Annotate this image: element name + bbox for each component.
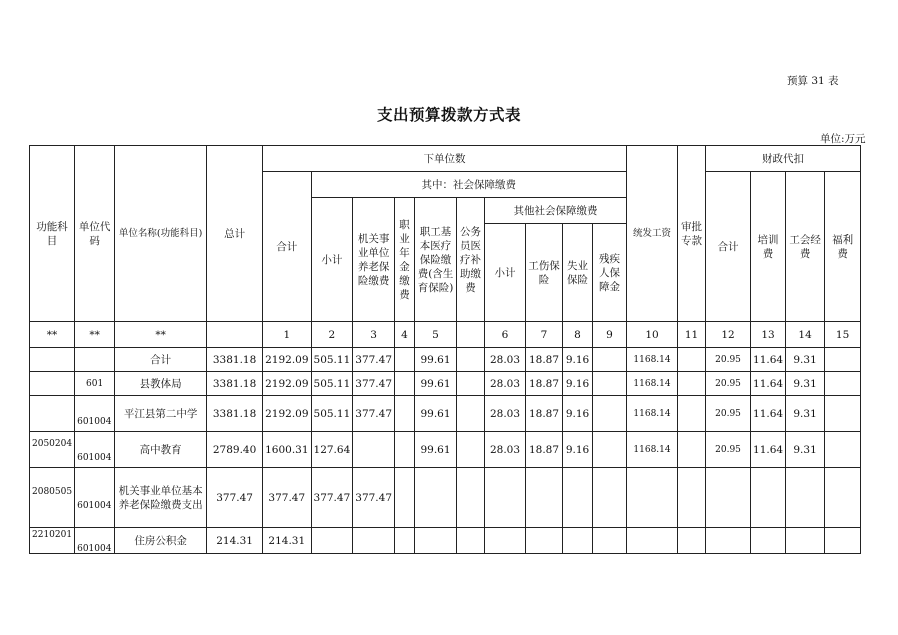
value-cell-c2: 505.11 (311, 396, 353, 432)
index-cell: 12 (706, 322, 751, 348)
value-cell-c7 (526, 468, 563, 528)
header-unemployment: 失业保险 (563, 224, 593, 322)
value-cell-c5: 99.61 (415, 372, 457, 396)
value-cell-c1: 377.47 (263, 468, 311, 528)
value-cell-c9 (593, 528, 627, 554)
value-cell-c9 (593, 468, 627, 528)
value-cell-c12: 20.95 (706, 432, 751, 468)
index-cell: 4 (395, 322, 415, 348)
value-cell-c4 (395, 528, 415, 554)
unit-name-cell: 机关事业单位基本养老保险缴费支出 (115, 468, 207, 528)
value-cell-c15 (825, 372, 861, 396)
table-row (30, 348, 861, 372)
func-code-cell (30, 372, 75, 396)
value-cell-c11 (678, 432, 706, 468)
index-cell (207, 322, 263, 348)
index-cell: 15 (825, 322, 861, 348)
value-cell-c2: 505.11 (311, 372, 353, 396)
header-welfare: 福利费 (825, 172, 861, 322)
table-row (30, 432, 861, 468)
header-social-xiaoji: 小计 (311, 198, 353, 322)
value-cell-c4 (395, 348, 415, 372)
unit-code-cell: 601004 (75, 432, 115, 468)
value-cell-c14 (786, 528, 825, 554)
value-cell-c14: 9.31 (786, 396, 825, 432)
unit-code-cell (75, 348, 115, 372)
unit-name-cell: 县教体局 (115, 372, 207, 396)
value-cell-cx (457, 468, 485, 528)
value-cell-c10: 1168.14 (627, 372, 678, 396)
value-cell-total: 3381.18 (207, 348, 263, 372)
value-cell-c14: 9.31 (786, 432, 825, 468)
value-cell-c10: 1168.14 (627, 396, 678, 432)
value-cell-c1: 214.31 (263, 528, 311, 554)
header-lower-units: 下单位数 (263, 146, 627, 172)
table-row (30, 468, 861, 528)
value-cell-c6 (485, 528, 526, 554)
value-cell-c10 (627, 468, 678, 528)
value-cell-c8: 9.16 (563, 372, 593, 396)
index-row (30, 322, 861, 348)
index-cell: ** (30, 322, 75, 348)
header-union: 工会经费 (786, 172, 825, 322)
value-cell-c4 (395, 396, 415, 432)
value-cell-cx (457, 528, 485, 554)
value-cell-c2: 127.64 (311, 432, 353, 468)
value-cell-c5: 99.61 (415, 432, 457, 468)
page-title: 支出预算拨款方式表 (376, 105, 521, 124)
value-cell-c4 (395, 468, 415, 528)
value-cell-c5 (415, 468, 457, 528)
index-cell: 10 (627, 322, 678, 348)
value-cell-cx (457, 432, 485, 468)
value-cell-c15 (825, 468, 861, 528)
index-cell: 11 (678, 322, 706, 348)
value-cell-c11 (678, 372, 706, 396)
func-code-cell: 2080505 (30, 468, 75, 528)
func-code-cell: 2050204 (30, 432, 75, 468)
index-cell: ** (75, 322, 115, 348)
value-cell-total: 3381.18 (207, 372, 263, 396)
unit-name-cell: 合计 (115, 348, 207, 372)
unit-code-cell: 601004 (75, 468, 115, 528)
value-cell-c1: 2192.09 (263, 396, 311, 432)
value-cell-total: 377.47 (207, 468, 263, 528)
func-code-cell (30, 348, 75, 372)
table-row (30, 372, 861, 396)
header-injury: 工伤保险 (526, 224, 563, 322)
value-cell-c3 (353, 528, 395, 554)
unit-code-cell: 601004 (75, 396, 115, 432)
table-row (30, 396, 861, 432)
header-annuity: 职业年金缴费 (395, 198, 415, 322)
value-cell-total: 2789.40 (207, 432, 263, 468)
value-cell-cx (457, 348, 485, 372)
value-cell-c12: 20.95 (706, 348, 751, 372)
value-cell-c15 (825, 432, 861, 468)
value-cell-c12 (706, 528, 751, 554)
value-cell-c12: 20.95 (706, 396, 751, 432)
header-func: 功能科目 (30, 146, 75, 322)
unit-label: 单位:万元 (820, 133, 866, 145)
value-cell-c5: 99.61 (415, 348, 457, 372)
value-cell-total: 3381.18 (207, 396, 263, 432)
value-cell-c13: 11.64 (751, 372, 786, 396)
value-cell-c8: 9.16 (563, 348, 593, 372)
value-cell-c7: 18.87 (526, 432, 563, 468)
func-code-cell (30, 396, 75, 432)
index-cell: 14 (786, 322, 825, 348)
value-cell-c1: 2192.09 (263, 372, 311, 396)
value-cell-c10: 1168.14 (627, 348, 678, 372)
value-cell-c12 (706, 468, 751, 528)
value-cell-c9 (593, 432, 627, 468)
value-cell-c1: 2192.09 (263, 348, 311, 372)
table-row (30, 528, 861, 554)
unit-name-cell: 高中教育 (115, 432, 207, 468)
header-other-xiaoji: 小计 (485, 224, 526, 322)
value-cell-c3: 377.47 (353, 396, 395, 432)
index-cell: 3 (353, 322, 395, 348)
index-cell: 2 (311, 322, 353, 348)
value-cell-c2: 377.47 (311, 468, 353, 528)
value-cell-c13: 11.64 (751, 396, 786, 432)
value-cell-c6: 28.03 (485, 396, 526, 432)
value-cell-c14: 9.31 (786, 348, 825, 372)
index-cell: 6 (485, 322, 526, 348)
index-cell: 9 (593, 322, 627, 348)
value-cell-c14 (786, 468, 825, 528)
value-cell-c7 (526, 528, 563, 554)
index-cell (457, 322, 485, 348)
header-total: 总计 (207, 146, 263, 322)
value-cell-c11 (678, 396, 706, 432)
value-cell-c2: 505.11 (311, 348, 353, 372)
header-medical: 职工基本医疗保险缴费(含生育保险) (415, 198, 457, 322)
header-approve: 审批专款 (678, 146, 706, 322)
value-cell-c13: 11.64 (751, 432, 786, 468)
index-cell: 7 (526, 322, 563, 348)
value-cell-c3: 377.47 (353, 348, 395, 372)
value-cell-c12: 20.95 (706, 372, 751, 396)
value-cell-c9 (593, 372, 627, 396)
value-cell-c8: 9.16 (563, 396, 593, 432)
value-cell-c7: 18.87 (526, 396, 563, 432)
header-name: 单位名称(功能科目) (115, 146, 207, 322)
value-cell-c8: 9.16 (563, 432, 593, 468)
index-cell: 8 (563, 322, 593, 348)
index-cell: 5 (415, 322, 457, 348)
value-cell-c1: 1600.31 (263, 432, 311, 468)
value-cell-c7: 18.87 (526, 372, 563, 396)
header-training: 培训费 (751, 172, 786, 322)
unit-name-cell: 平江县第二中学 (115, 396, 207, 432)
header-social: 其中：社会保障缴费 (311, 172, 627, 198)
table-number-label: 预算 31 表 (787, 75, 839, 87)
index-cell: ** (115, 322, 207, 348)
value-cell-c15 (825, 396, 861, 432)
value-cell-cx (457, 372, 485, 396)
value-cell-c10: 1168.14 (627, 432, 678, 468)
value-cell-c2 (311, 528, 353, 554)
value-cell-c6: 28.03 (485, 372, 526, 396)
value-cell-total: 214.31 (207, 528, 263, 554)
header-disabled: 残疾人保障金 (593, 224, 627, 322)
value-cell-c11 (678, 528, 706, 554)
value-cell-c9 (593, 348, 627, 372)
header-finance: 财政代扣 (706, 146, 861, 172)
header-fin-heji: 合计 (706, 172, 751, 322)
index-cell: 13 (751, 322, 786, 348)
value-cell-c6 (485, 468, 526, 528)
value-cell-c5 (415, 528, 457, 554)
unit-code-cell: 601004 (75, 528, 115, 554)
value-cell-c13 (751, 528, 786, 554)
func-code-cell: 2210201 (30, 528, 75, 554)
value-cell-c8 (563, 468, 593, 528)
value-cell-c10 (627, 528, 678, 554)
value-cell-c13 (751, 468, 786, 528)
value-cell-c13: 11.64 (751, 348, 786, 372)
value-cell-c6: 28.03 (485, 348, 526, 372)
budget-table (29, 145, 861, 554)
header-pension: 机关事业单位养老保险缴费 (353, 198, 395, 322)
unit-name-cell: 住房公积金 (115, 528, 207, 554)
value-cell-c7: 18.87 (526, 348, 563, 372)
value-cell-c11 (678, 348, 706, 372)
value-cell-c11 (678, 468, 706, 528)
value-cell-c15 (825, 348, 861, 372)
unit-code-cell: 601 (75, 372, 115, 396)
value-cell-c6: 28.03 (485, 432, 526, 468)
value-cell-c3: 377.47 (353, 372, 395, 396)
header-lower-heji: 合计 (263, 172, 311, 322)
value-cell-cx (457, 396, 485, 432)
value-cell-c3 (353, 432, 395, 468)
value-cell-c3: 377.47 (353, 468, 395, 528)
value-cell-c4 (395, 372, 415, 396)
value-cell-c5: 99.61 (415, 396, 457, 432)
value-cell-c14: 9.31 (786, 372, 825, 396)
header-other: 其他社会保障缴费 (485, 198, 627, 224)
header-wage: 统发工资 (627, 146, 678, 322)
value-cell-c8 (563, 528, 593, 554)
value-cell-c4 (395, 432, 415, 468)
header-code: 单位代码 (75, 146, 115, 322)
value-cell-c15 (825, 528, 861, 554)
header-civil: 公务员医疗补助缴费 (457, 198, 485, 322)
value-cell-c9 (593, 396, 627, 432)
index-cell: 1 (263, 322, 311, 348)
